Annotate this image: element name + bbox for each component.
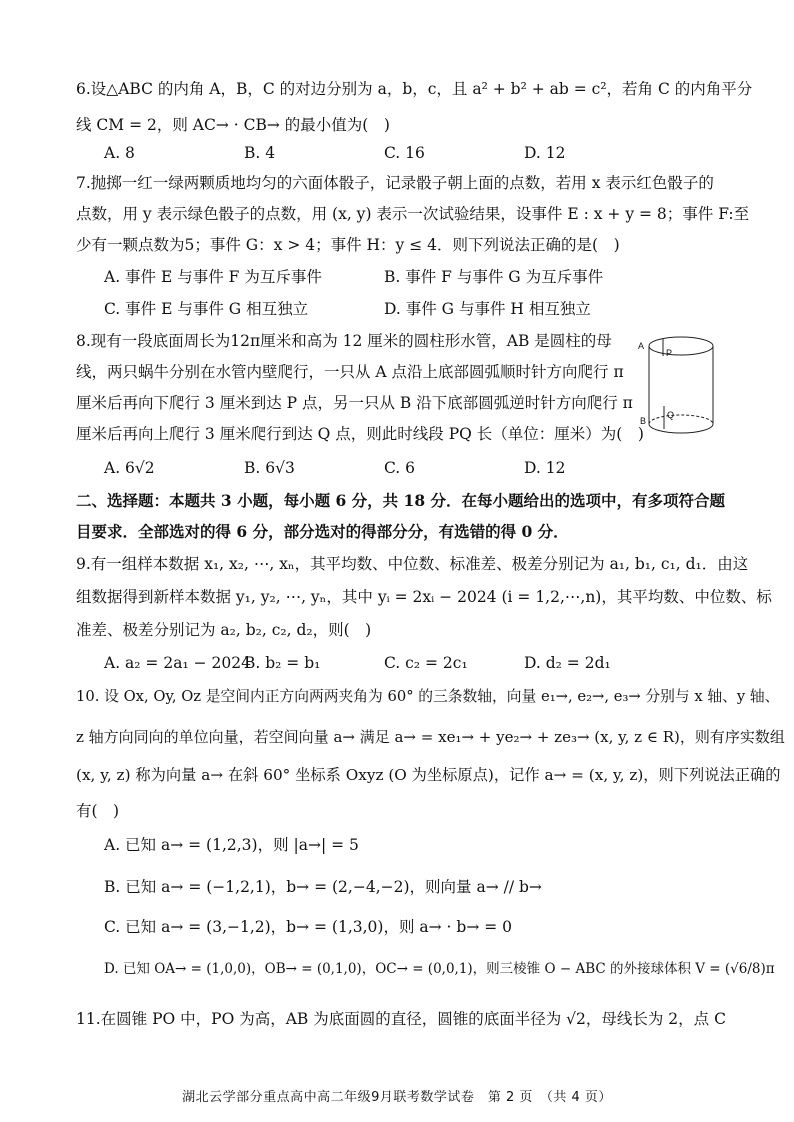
q9-line3: 准差、极差分别记为 a₂, b₂, c₂, d₂，则( ) [76, 621, 372, 639]
q9-line1: 9.有一组样本数据 x₁, x₂, ⋯, xₙ，其平均数、中位数、标准差、极差分别记为 a₁, b₁, c₁, d₁．由这 [76, 555, 749, 573]
q6-line1: 6.设△ABC 的内角 A，B，C 的对边分别为 a，b，c，且 a² + b² + ab = c²，若角 C 的内角平分 [76, 80, 753, 98]
q9-option-b: B. b₂ = b₁ [244, 654, 321, 672]
figure-label-q: Q [667, 410, 675, 420]
q10-line3: (x, y, z) 称为向量 a→ 在斜 60° 坐标系 Oxyz (O 为坐标原点)，记作 a→ = (x, y, z)，则下列说法正确的 [76, 766, 781, 784]
figure-label-a: A [638, 341, 645, 351]
q6-option-b: B. 4 [244, 144, 276, 162]
q8-line3: 厘米后再向下爬行 3 厘米到达 P 点，另一只从 B 沿下底部圆弧逆时针方向爬行 π [76, 394, 633, 412]
q7-option-a: A. 事件 E 与事件 F 为互斥事件 [104, 268, 322, 286]
q8-line2: 线，两只蜗牛分别在水管内壁爬行，一只从 A 点沿上底部圆弧顺时针方向爬行 π [76, 363, 624, 381]
q9-line2: 组数据得到新样本数据 y₁, y₂, ⋯, yₙ，其中 yᵢ = 2xᵢ − 2024 (i = 1,2,⋯,n)，其平均数、中位数、标 [76, 588, 772, 606]
q6-option-c: C. 16 [384, 144, 425, 162]
q8-option-a: A. 6√2 [104, 459, 155, 477]
section2-heading-line2: 目要求．全部选对的得 6 分，部分选对的得部分分，有选错的得 0 分． [76, 522, 569, 541]
q7-option-c: C. 事件 E 与事件 G 相互独立 [104, 300, 309, 318]
q10-option-d: D. 已知 OA→ = (1,0,0)，OB→ = (0,1,0)，OC→ = (0,0,1)，则三棱锥 O − ABC 的外接球体积 V = (√6/8)π [104, 961, 775, 977]
q8-option-b: B. 6√3 [244, 459, 295, 477]
section2-heading-line1: 二、选择题：本题共 3 小题，每小题 6 分，共 18 分．在每小题给出的选项中，有多项符合题 [76, 491, 726, 510]
figure-label-p: P [666, 348, 673, 358]
q7-option-b: B. 事件 F 与事件 G 为互斥事件 [384, 268, 604, 286]
q6-line2: 线 CM = 2，则 AC→ · CB→ 的最小值为( ) [76, 116, 390, 134]
q6-option-a: A. 8 [104, 144, 135, 162]
q10-line2: z 轴方向同向的单位向量，若空间向量 a→ 满足 a→ = xe₁→ + ye₂→ + ze₃→ (x, y, z ∈ R)，则有序实数组 [76, 728, 785, 746]
cylinder-drawing [636, 332, 726, 440]
q11-line1: 11.在圆锥 PO 中，PO 为高，AB 为底面圆的直径，圆锥的底面半径为 √2，母线长为 2，点 C [76, 1010, 726, 1028]
q9-option-a: A. a₂ = 2a₁ − 2024 [104, 654, 251, 672]
q9-option-c: C. c₂ = 2c₁ [384, 654, 468, 672]
q8-line1: 8.现有一段底面周长为12π厘米和高为 12 厘米的圆柱形水管，AB 是圆柱的母 [76, 332, 612, 350]
q7-option-d: D. 事件 G 与事件 H 相互独立 [384, 300, 591, 318]
q8-option-d: D. 12 [524, 459, 566, 477]
q10-option-a: A. 已知 a→ = (1,2,3)，则 |a→| = 5 [104, 836, 359, 854]
page-footer: 湖北云学部分重点高中高二年级9月联考数学试卷 第 2 页 （共 4 页） [182, 1090, 612, 1105]
q10-line1: 10. 设 Ox, Oy, Oz 是空间内正方向两两夹角为 60° 的三条数轴，向量 e₁→, e₂→, e₃→ 分别与 x 轴、y 轴、 [76, 688, 780, 705]
q7-line2: 点数，用 y 表示绿色骰子的点数，用 (x, y) 表示一次试验结果，设事件 E : x + y = 8；事件 F:至 [76, 205, 750, 223]
cylinder-figure [636, 332, 726, 440]
q9-option-d: D. d₂ = 2d₁ [524, 654, 611, 672]
q10-option-c: C. 已知 a→ = (3,−1,2)，b→ = (1,3,0)，则 a→ · b→ = 0 [104, 918, 513, 936]
q8-option-c: C. 6 [384, 459, 416, 477]
q7-line1: 7.抛掷一红一绿两颗质地均匀的六面体骰子，记录骰子朝上面的点数，若用 x 表示红色骰子的 [76, 174, 714, 192]
q10-option-b: B. 已知 a→ = (−1,2,1)，b→ = (2,−4,−2)，则向量 a→ // b→ [104, 878, 542, 896]
q10-line4: 有( ) [76, 802, 120, 820]
figure-label-b: B [640, 416, 647, 426]
q7-line3: 少有一颗点数为5；事件 G：x > 4；事件 H：y ≤ 4．则下列说法正确的是( ) [76, 236, 620, 254]
q8-line4: 厘米后再向上爬行 3 厘米爬行到达 Q 点，则此时线段 PQ 长（单位：厘米）为( ) [76, 425, 644, 443]
q6-option-d: D. 12 [524, 144, 566, 162]
